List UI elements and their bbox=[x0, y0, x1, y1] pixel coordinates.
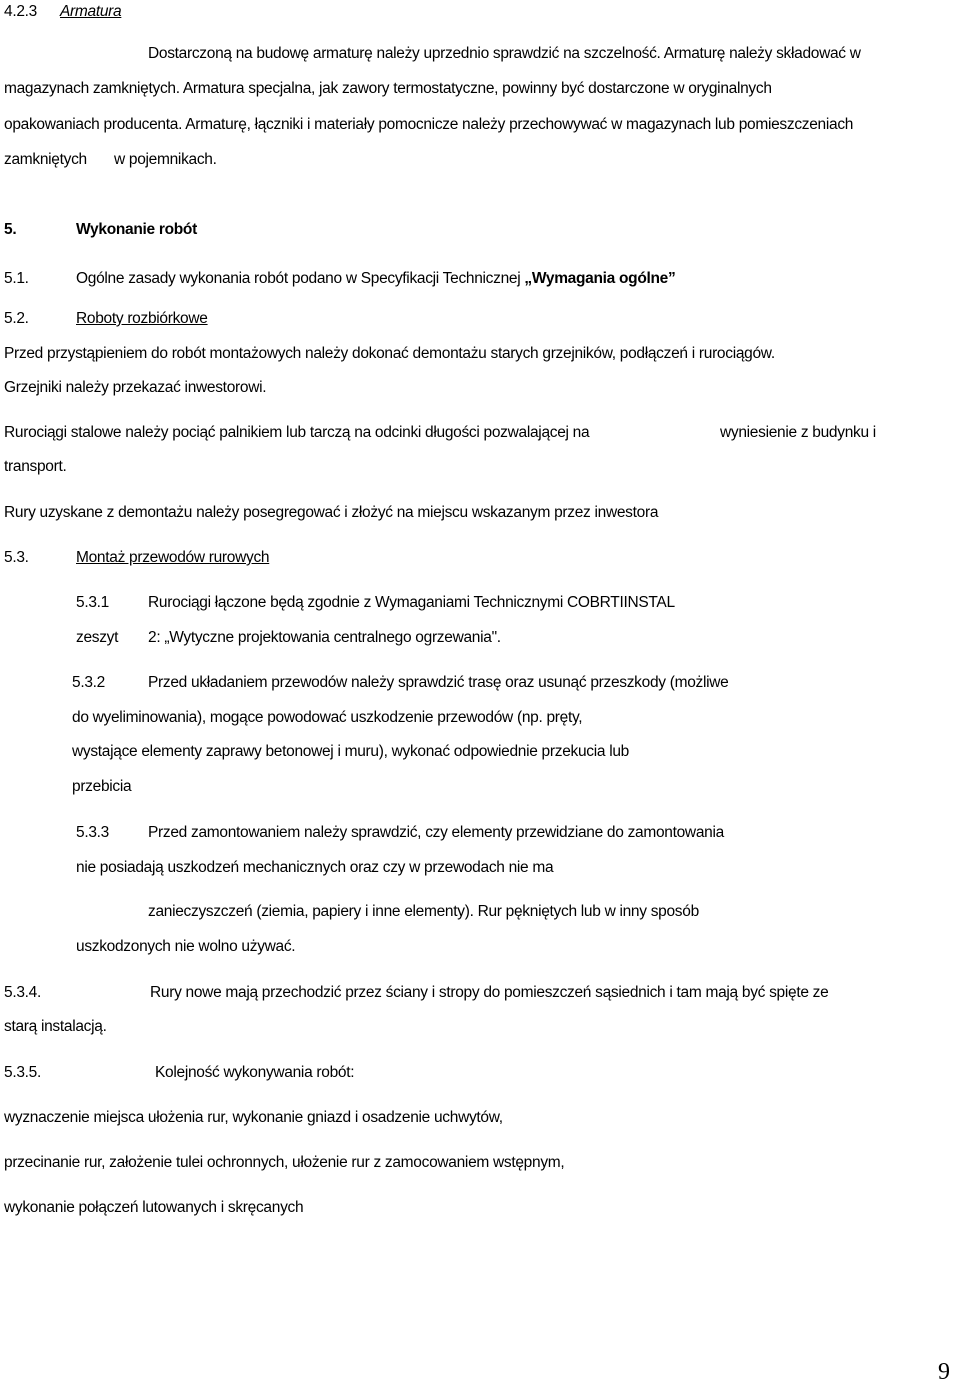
subsection-number: 5.3.4. bbox=[4, 984, 41, 1001]
section-number: 5.2. bbox=[4, 310, 29, 327]
paragraph-line: Przed układaniem przewodów należy sprawdzić trasę oraz usunąć przeszkody (możliwe bbox=[148, 674, 729, 691]
paragraph-line: do wyeliminowania), mogące powodować uszkodzenie przewodów (np. pręty, bbox=[72, 709, 583, 726]
paragraph-line: 2: „Wytyczne projektowania centralnego ogrzewania". bbox=[148, 629, 501, 646]
subsection-number: 5.3.1 bbox=[76, 594, 109, 611]
section-title: Montaż przewodów rurowych bbox=[76, 549, 270, 566]
paragraph-line: Przed przystąpieniem do robót montażowych należy dokonać demontażu starych grzejników, podłączeń i rurociągów. bbox=[4, 345, 775, 362]
subsection-number: 5.3.5. bbox=[4, 1064, 41, 1081]
paragraph-line: Rurociągi łączone będą zgodnie z Wymaganiami Technicznymi COBRTIINSTAL bbox=[148, 594, 675, 611]
list-item: wyznaczenie miejsca ułożenia rur, wykonanie gniazd i osadzenie uchwytów, bbox=[4, 1109, 503, 1126]
paragraph-line: transport. bbox=[4, 458, 67, 475]
section-number: 5.3. bbox=[4, 549, 29, 566]
section-title: Wykonanie robót bbox=[76, 221, 197, 238]
paragraph-line: Rury uzyskane z demontażu należy posegregować i złożyć na miejscu wskazanym przez inwestora bbox=[4, 504, 659, 521]
paragraph-line: w pojemnikach. bbox=[114, 151, 217, 168]
section-title: Armatura bbox=[60, 3, 122, 20]
page-number: 9 bbox=[938, 1359, 950, 1385]
paragraph-line: Przed zamontowaniem należy sprawdzić, czy elementy przewidziane do zamontowania bbox=[148, 824, 724, 841]
section-text bbox=[76, 267, 675, 291]
paragraph-line: opakowaniach producenta. Armaturę, łączniki i materiały pomocnicze należy przechowywać w magazynach lub pomieszczeniach bbox=[4, 116, 854, 133]
section-title: Roboty rozbiórkowe bbox=[76, 310, 208, 327]
paragraph-line: magazynach zamkniętych. Armatura specjalna, jak zawory termostatyczne, powinny być dostarczone w oryginalnych bbox=[4, 80, 772, 97]
section-text-bold: „Wymagania ogólne” bbox=[524, 270, 676, 287]
subsection-number: 5.3.2 bbox=[72, 674, 105, 691]
paragraph-line: Rurociągi stalowe należy pociąć palnikiem lub tarczą na odcinki długości pozwalającej na bbox=[4, 424, 590, 441]
paragraph-line: Grzejniki należy przekazać inwestorowi. bbox=[4, 379, 267, 396]
paragraph-line: wyniesienie z budynku i bbox=[720, 424, 876, 441]
section-number: 5.1. bbox=[4, 270, 29, 287]
subsection-title: Kolejność wykonywania robót: bbox=[155, 1064, 355, 1081]
section-text-plain: Ogólne zasady wykonania robót podano w Specyfikacji Technicznej bbox=[76, 270, 525, 287]
section-number: 5. bbox=[4, 221, 17, 238]
paragraph-line: nie posiadają uszkodzeń mechanicznych oraz czy w przewodach nie ma bbox=[76, 859, 554, 876]
paragraph-line: przebicia bbox=[72, 778, 132, 795]
paragraph-line: wystające elementy zaprawy betonowej i muru), wykonać odpowiednie przekucia lub bbox=[72, 743, 629, 760]
paragraph-line: zanieczyszczeń (ziemia, papiery i inne elementy). Rur pękniętych lub w inny sposób bbox=[148, 903, 699, 920]
paragraph-line: zeszyt bbox=[76, 629, 119, 646]
list-item: wykonanie połączeń lutowanych i skręcanych bbox=[4, 1199, 304, 1216]
paragraph-line: zamkniętych bbox=[4, 151, 87, 168]
paragraph-line: uszkodzonych nie wolno używać. bbox=[76, 938, 296, 955]
paragraph-line: Dostarczoną na budowę armaturę należy uprzednio sprawdzić na szczelność. Armaturę należy składować w bbox=[148, 45, 861, 62]
section-number: 4.2.3 bbox=[4, 3, 37, 20]
list-item: przecinanie rur, założenie tulei ochronnych, ułożenie rur z zamocowaniem wstępnym, bbox=[4, 1154, 565, 1171]
subsection-number: 5.3.3 bbox=[76, 824, 109, 841]
paragraph-line: Rury nowe mają przechodzić przez ściany i stropy do pomieszczeń sąsiednich i tam mają być spięte ze bbox=[150, 984, 829, 1001]
paragraph-line: starą instalacją. bbox=[4, 1018, 107, 1035]
